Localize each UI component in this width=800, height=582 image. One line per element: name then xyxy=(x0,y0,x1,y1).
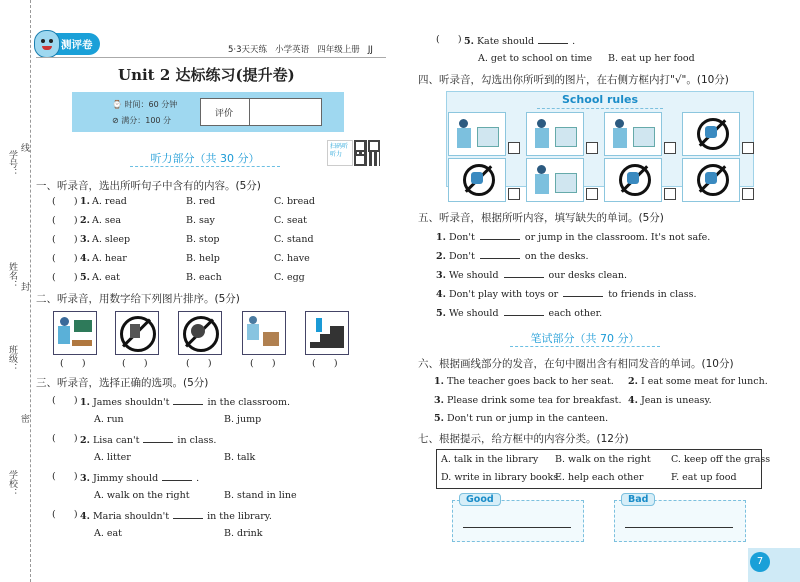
no-running-icon xyxy=(604,158,662,202)
item-number: 5. xyxy=(80,272,90,283)
answer-paren[interactable]: ( ) xyxy=(52,234,78,245)
heading-underline xyxy=(130,166,280,167)
item-number: 4. xyxy=(80,253,90,264)
q1-row xyxy=(52,196,372,210)
answer-paren[interactable]: ( ) xyxy=(52,253,78,264)
option-d: D. write in library books xyxy=(441,472,559,483)
q5-item: 5. We should each other. xyxy=(436,308,603,319)
fill-blank[interactable] xyxy=(162,471,192,481)
q3-item xyxy=(52,395,372,429)
option-b: B. say xyxy=(186,215,215,226)
walk-on-stairs-icon xyxy=(604,112,662,156)
option-a: A. get to school on time xyxy=(478,53,593,64)
school-rules-banner: School rules xyxy=(561,93,639,106)
tick-checkbox[interactable] xyxy=(664,188,676,200)
binding-margin xyxy=(0,0,31,582)
q3-item xyxy=(52,471,372,505)
q4-title: 四、听录音，勾选出你所听到的图片，在右侧方框内打"√"。(10分) xyxy=(418,74,729,86)
q1-row xyxy=(52,234,372,248)
option-b: B. walk on the right xyxy=(555,454,651,465)
answer-paren[interactable]: ( ) xyxy=(52,433,78,444)
answer-paren[interactable]: ( ) xyxy=(436,34,462,45)
q5-title: 五、听录音，根据所听内容，填写缺失的单词。(5分) xyxy=(418,212,664,224)
teacher-desk-icon xyxy=(448,112,506,156)
option-b: B. each xyxy=(186,272,222,283)
option-a: A. sleep xyxy=(92,234,131,245)
header-rule xyxy=(36,57,386,58)
test-badge xyxy=(36,33,100,55)
option-a: A. eat xyxy=(92,272,121,283)
q5-item: 1. Don't or jump in the classroom. It's not safe. xyxy=(436,232,711,243)
bad-answer-line[interactable] xyxy=(625,527,733,528)
rank-blank-1[interactable]: ( ) xyxy=(60,358,86,369)
item-number: 1. xyxy=(80,196,90,207)
page-corner xyxy=(748,548,800,582)
option-b: B. jump xyxy=(224,414,262,425)
no-littering-icon xyxy=(682,112,740,156)
option-c: C. keep off the grass xyxy=(671,454,771,465)
no-running-icon xyxy=(115,311,159,355)
q6-item-1: 1. The teacher goes back to her seat. xyxy=(434,376,614,387)
score-label: ⊘ 满分：100 分 xyxy=(112,116,172,125)
page-number: 7 xyxy=(750,552,770,572)
tick-checkbox[interactable] xyxy=(664,142,676,154)
q7-title: 七、根据提示，给方框中的内容分类。(12分) xyxy=(418,433,629,445)
rank-blank-2[interactable]: ( ) xyxy=(122,358,148,369)
option-a: A. sea xyxy=(92,215,122,226)
rank-blank-5[interactable]: ( ) xyxy=(312,358,338,369)
tick-checkbox[interactable] xyxy=(508,188,520,200)
exam-info-box xyxy=(72,92,344,132)
fill-blank[interactable] xyxy=(504,306,544,316)
q6-item-3: 3. Please drink some tea for breakfast. xyxy=(434,395,622,406)
option-a: A. litter xyxy=(94,452,131,463)
evaluation-box: 评价 xyxy=(200,98,322,126)
q7-options-box xyxy=(436,449,771,489)
bad-box[interactable] xyxy=(614,494,746,542)
class-label: 班级： xyxy=(7,345,17,372)
cleaning-icon xyxy=(242,311,286,355)
qr-code-icon xyxy=(354,140,380,166)
rank-blank-3[interactable]: ( ) xyxy=(186,358,212,369)
option-b: B. talk xyxy=(224,452,256,463)
page-title: Unit 2 达标练习(提升卷) xyxy=(118,66,295,84)
listening-heading: 听力部分（共 30 分） xyxy=(150,152,260,165)
good-label: Good xyxy=(459,493,501,506)
tick-checkbox[interactable] xyxy=(508,142,520,154)
option-b: B. drink xyxy=(224,528,263,539)
item-number: 3. xyxy=(80,234,90,245)
q1-row xyxy=(52,215,372,229)
q3-sentence: 3. Jimmy should . xyxy=(80,473,200,484)
seal-line-char: 线 xyxy=(19,143,29,152)
option-a: A. eat xyxy=(94,528,123,539)
student-name-label: 姓名： xyxy=(7,262,17,289)
q1-title: 一、听录音，选出所听句子中含有的内容。(5分) xyxy=(36,180,261,192)
badge-text: 测评卷 xyxy=(61,39,93,51)
answer-paren[interactable]: ( ) xyxy=(52,215,78,226)
no-drawing-icon xyxy=(448,158,506,202)
q6-title: 六、根据画线部分的发音，在句中圈出含有相同发音的单词。(10分) xyxy=(418,358,734,370)
option-a: A. hear xyxy=(92,253,127,264)
secret-char: 密 xyxy=(19,414,29,423)
answer-paren[interactable]: ( ) xyxy=(52,471,78,482)
book-info: 5·3天天练 小学英语 四年级上册 JJ xyxy=(228,45,373,55)
tick-checkbox[interactable] xyxy=(742,188,754,200)
heading-underline-2 xyxy=(510,346,660,347)
qr-label-box: 扫码听听力 xyxy=(327,140,353,166)
tick-checkbox[interactable] xyxy=(586,188,598,200)
tick-checkbox[interactable] xyxy=(586,142,598,154)
good-answer-line[interactable] xyxy=(463,527,571,528)
seal-char: 封 xyxy=(19,282,29,291)
fill-blank[interactable] xyxy=(173,509,203,519)
q3-sentence: 1. James shouldn't in the classroom. xyxy=(80,397,290,408)
fill-blank[interactable] xyxy=(143,433,173,443)
q6-item-2: 2. I eat some meat for lunch. xyxy=(628,376,768,387)
option-a: A. talk in the library xyxy=(441,454,539,465)
q3-item xyxy=(436,34,756,68)
option-a: A. run xyxy=(94,414,124,425)
q5-item: 4. Don't play with toys or to friends in class. xyxy=(436,289,697,300)
option-b: B. help xyxy=(186,253,220,264)
option-e: E. help each other xyxy=(555,472,644,483)
stairs-icon xyxy=(305,311,349,355)
written-heading: 笔试部分（共 70 分） xyxy=(530,332,640,345)
no-talking-icon xyxy=(178,311,222,355)
no-food-icon xyxy=(682,158,740,202)
q3-sentence: 4. Maria shouldn't in the library. xyxy=(80,511,272,522)
option-b: B. stop xyxy=(186,234,220,245)
bad-label: Bad xyxy=(621,493,655,506)
student-girl-icon xyxy=(526,158,584,202)
option-b: B. red xyxy=(186,196,216,207)
option-a: A. walk on the right xyxy=(94,490,190,501)
q3-item xyxy=(52,509,372,543)
time-label: ⌚ 时间：60 分钟 xyxy=(112,100,178,109)
teacher-classroom-icon xyxy=(53,311,97,355)
option-c: C. egg xyxy=(274,272,305,283)
q3-sentence: 2. Lisa can't in class. xyxy=(80,435,217,446)
fill-blank[interactable] xyxy=(504,268,544,278)
option-b: B. eat up her food xyxy=(608,53,695,64)
answer-paren[interactable]: ( ) xyxy=(52,196,78,207)
school-bell-icon xyxy=(526,112,584,156)
q1-row xyxy=(52,253,372,267)
fill-blank[interactable] xyxy=(173,395,203,405)
option-f: F. eat up food xyxy=(671,472,737,483)
fill-blank[interactable] xyxy=(480,230,520,240)
option-b: B. stand in line xyxy=(224,490,297,501)
q5-item: 3. We should our desks clean. xyxy=(436,270,627,281)
fill-blank[interactable] xyxy=(480,249,520,259)
tick-checkbox[interactable] xyxy=(742,142,754,154)
answer-paren[interactable]: ( ) xyxy=(52,272,78,283)
school-label: 学校： xyxy=(7,470,17,497)
q2-title: 二、听录音，用数字给下列图片排序。(5分) xyxy=(36,293,240,305)
q6-item-4: 4. Jean is uneasy. xyxy=(628,395,712,406)
good-box[interactable] xyxy=(452,494,584,542)
q3-title: 三、听录音，选择正确的选项。(5分) xyxy=(36,377,209,389)
avatar-icon xyxy=(34,30,60,58)
student-number-label: 学号： xyxy=(7,150,17,177)
fill-blank[interactable] xyxy=(563,287,603,297)
option-c: C. bread xyxy=(274,196,315,207)
q3-item xyxy=(52,433,372,467)
option-c: C. stand xyxy=(274,234,314,245)
answer-paren[interactable]: ( ) xyxy=(52,509,78,520)
q5-item: 2. Don't on the desks. xyxy=(436,251,589,262)
q3-sentence: 5. Kate should . xyxy=(464,36,576,47)
option-a: A. read xyxy=(92,196,127,207)
answer-paren[interactable]: ( ) xyxy=(52,395,78,406)
q1-row xyxy=(52,272,372,286)
rank-blank-4[interactable]: ( ) xyxy=(250,358,276,369)
q6-item-5: 5. Don't run or jump in the canteen. xyxy=(434,413,609,424)
item-number: 2. xyxy=(80,215,90,226)
fill-blank[interactable] xyxy=(538,34,568,44)
option-c: C. have xyxy=(274,253,310,264)
option-c: C. seat xyxy=(274,215,307,226)
